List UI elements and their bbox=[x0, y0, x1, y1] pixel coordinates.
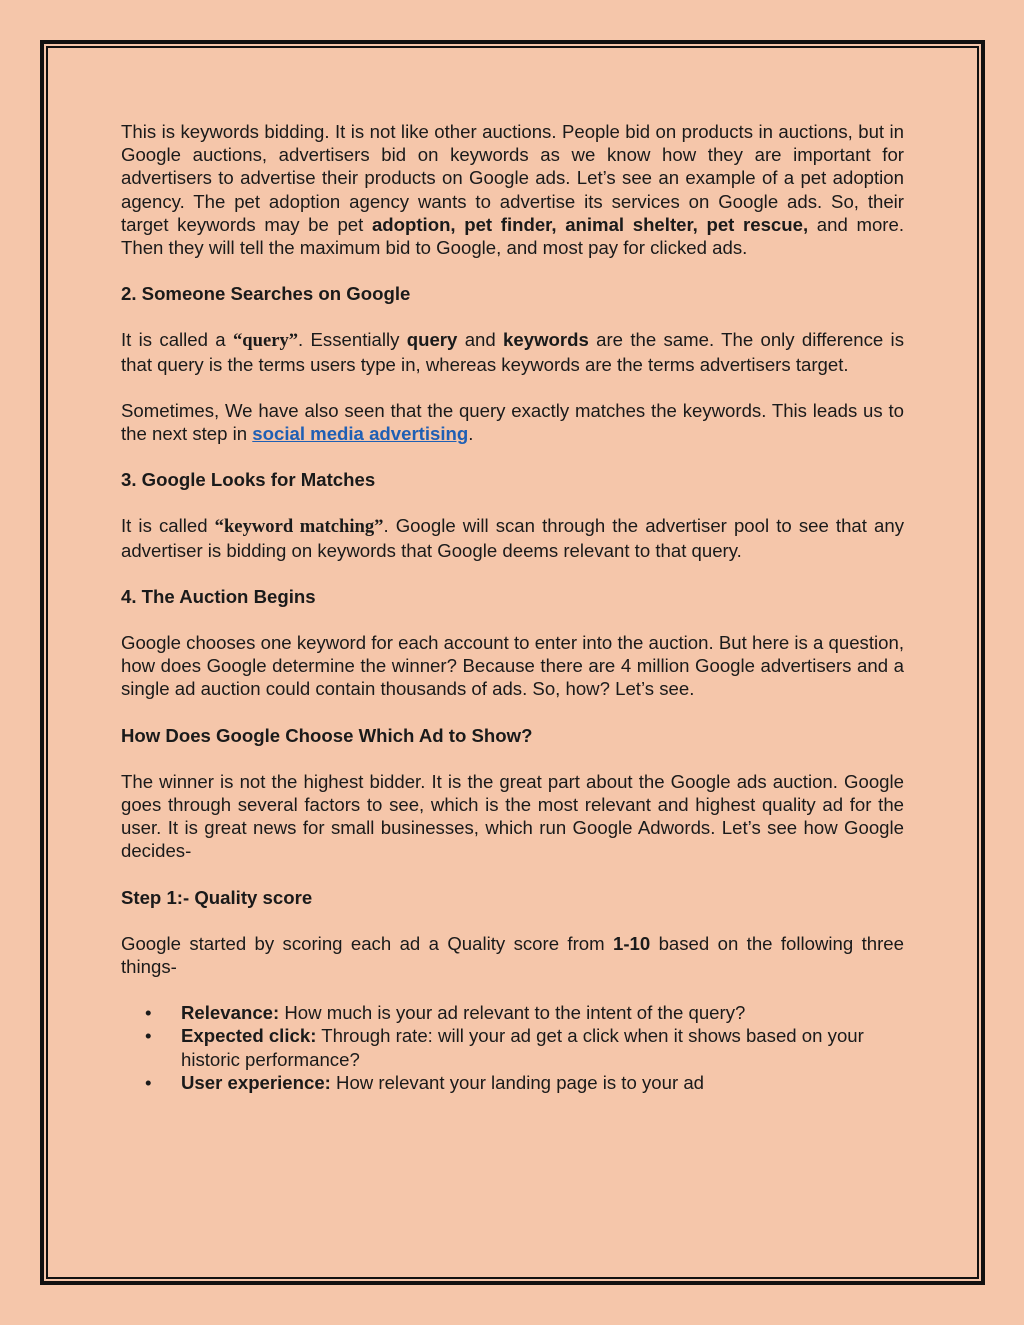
bullet-icon: • bbox=[145, 1025, 152, 1047]
step-1-heading: Step 1:- Quality score bbox=[121, 886, 313, 908]
list-item: • User experience: How relevant your landing page is to your ad bbox=[145, 1071, 705, 1093]
section-3-paragraph: It is called “keyword matching”. Google will scan through the advertiser pool to see that any advertiser is bidding on keywords that Google deems relevant to that query. bbox=[121, 515, 905, 561]
step-1-paragraph: Google started by scoring each ad a Quality score from 1-10 based on the following three things- bbox=[121, 932, 904, 978]
social-media-advertising-link[interactable]: social media advertising bbox=[252, 423, 469, 445]
section-2-paragraph-1: It is called a “query”. Essentially query and keywords are the same. The only difference is that query is the terms users type in, whereas keywords are the terms advertisers target. bbox=[121, 329, 904, 375]
section-2-paragraph-2: Sometimes, We have also seen that the query exactly matches the keywords. This leads us to the next step in social media advertising. bbox=[121, 399, 904, 445]
section-4-heading: 4. The Auction Begins bbox=[121, 585, 316, 607]
intro-paragraph: This is keywords bidding. It is not like other auctions. People bid on products in auctions, but in Google auctions, advertisers bid on keywords as we know how they are important for advertisers to advertise their products on Google ads. Let’s see an example of a pet adoption agency. The pet adoption agency wants to advertise its services on Google ads. So, their target keywords may be pet adoption, pet finder, animal shelter, pet rescue, and more. Then they will tell the maximum bid to Google, and most pay for clicked ads. bbox=[121, 121, 904, 259]
section-5-paragraph: The winner is not the highest bidder. It is the great part about the Google ads auction. Google goes through several factors to see, which is the most relevant and highest quality ad for the user. It is great news for small businesses, which run Google Adwords. Let’s see how Google decides- bbox=[121, 770, 904, 862]
bullet-icon: • bbox=[145, 1002, 152, 1024]
list-item: • Relevance: How much is your ad relevant to the intent of the query? bbox=[145, 1002, 746, 1024]
list-item: • Expected click: Through rate: will your ad get a click when it shows based on your historic performance? bbox=[145, 1025, 864, 1070]
quality-factors-list bbox=[121, 1001, 904, 1094]
section-3-heading: 3. Google Looks for Matches bbox=[121, 469, 376, 491]
section-2-heading: 2. Someone Searches on Google bbox=[121, 283, 411, 305]
document-body bbox=[121, 120, 904, 1094]
section-5-heading: How Does Google Choose Which Ad to Show? bbox=[121, 724, 533, 746]
section-4-paragraph: Google chooses one keyword for each account to enter into the auction. But here is a question, how does Google determine the winner? Because there are 4 million Google advertisers and a single ad auction could contain thousands of ads. So, how? Let’s see. bbox=[121, 632, 904, 700]
bullet-icon: • bbox=[145, 1071, 152, 1093]
